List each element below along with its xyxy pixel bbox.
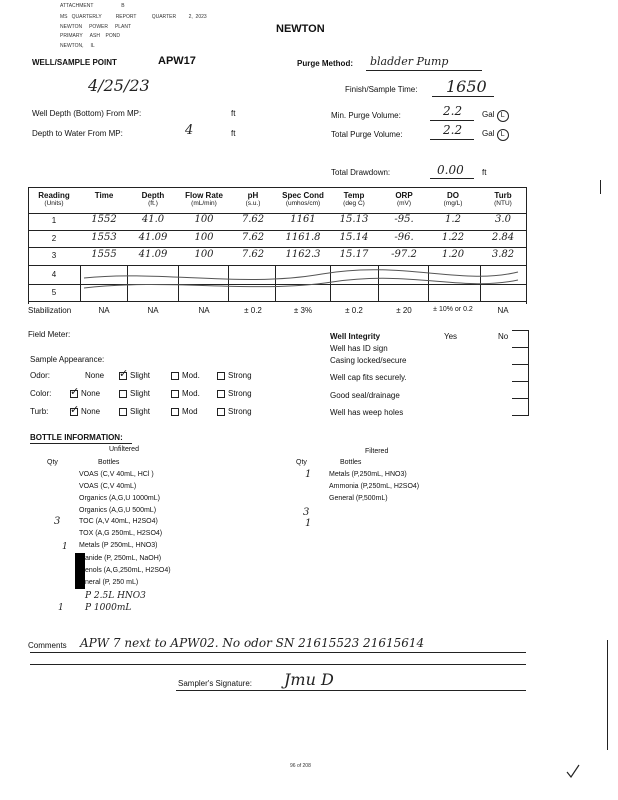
purge-method-label: Purge Method: [297,59,353,68]
color-strong-label: Strong [228,389,252,398]
cell-turb: 3.82 [491,249,515,260]
stab-do: ± 10% or 0.2 [433,306,473,313]
turb-strong[interactable] [217,407,252,416]
odor-strong-label: Strong [228,371,252,380]
depth-water-unit: ft [231,129,236,138]
color-mod[interactable] [171,389,200,398]
turb-strong-label: Strong [228,407,252,416]
header-unit: (s.u.) [245,200,261,207]
odor-slight[interactable] [119,366,151,380]
cell-flow: 100 [194,232,214,243]
field-meter-label: Field Meter: [28,330,71,339]
table-row1-bottom [28,230,526,231]
min-purge-circled-unit: L [497,110,509,122]
stab-temp: ± 0.2 [345,306,363,315]
checkbox-icon [171,390,179,398]
filtered-bottles-header: Bottles [340,459,362,466]
well-id: APW17 [158,55,196,67]
bottle-name: neral (P, 250 mL) [85,579,139,586]
bottle-name: Metals (P,250mL, HNO3) [329,471,407,478]
checkbox-icon [217,408,225,416]
header-meta [60,3,260,53]
integrity-item: Well has weep holes [330,408,404,417]
checkbox-icon [171,408,179,416]
filtered-qty-header: Qty [296,459,307,466]
checked-box-icon [119,366,129,380]
table-header-reading [30,191,78,207]
finish-time-label: Finish/Sample Time: [345,85,418,94]
cell-depth: 41.0 [141,214,165,225]
color-slight-label: Slight [130,389,151,398]
bottle-qty: 1 [305,518,312,529]
signature-label: Sampler's Signature: [178,679,253,688]
cell-reading: 1 [51,216,57,225]
stabilization-row [0,306,618,318]
integrity-item: Good seal/drainage [330,391,400,400]
header-name: DO [447,191,459,200]
header-unit: (NTU) [494,200,512,207]
meta-attachment: ATTACHMENT B [60,3,125,9]
table-header-depth [128,191,178,207]
bottle-qty: 1 [58,603,64,613]
color-strong[interactable] [217,389,252,398]
cell-do: 1.20 [441,249,465,260]
table-header-flow [178,191,230,207]
bottle-qty: 3 [303,507,310,518]
cell-do: 1.2 [445,214,461,225]
cell-flow: 100 [194,249,214,260]
integrity-rule-v [528,330,529,415]
table-header-time [82,191,126,200]
turb-none-label: None [81,407,101,416]
odor-strong[interactable] [217,371,252,380]
integrity-item: Well cap fits securely. [330,373,407,382]
header-name: Depth [141,191,165,200]
header-name: Temp [343,191,365,200]
header-name: ORP [395,191,413,200]
stab-depth: NA [147,306,159,315]
sample-appearance-label: Sample Appearance: [30,355,105,364]
cell-reading: 3 [51,251,57,260]
integrity-yes: Yes [444,332,458,341]
cell-temp: 15.17 [339,249,369,260]
cell-orp: -96. [394,232,414,243]
redaction-bar [75,553,85,589]
cell-time: 1553 [91,232,117,243]
header-unit: (mg/L) [443,200,463,207]
checkbox-icon [217,372,225,380]
cell-spec-cond: 1162.3 [285,249,321,260]
well-label: WELL/SAMPLE POINT [32,58,117,67]
table-header-do [428,191,478,207]
table-row [0,234,618,248]
stab-turb: NA [497,306,509,315]
integrity-title: Well Integrity [330,332,381,341]
cell-ph: 7.62 [241,249,265,260]
header-name: pH [247,191,259,200]
comments-underline [30,652,526,653]
stab-label: Stabilization [28,306,72,315]
odor-mod[interactable] [171,371,200,380]
color-row [30,384,290,401]
site-title: NEWTON [276,23,325,35]
min-purge-underline [430,120,474,121]
turb-mod[interactable] [171,407,198,416]
bottle-qty: 1 [305,469,312,480]
table-row5-bottom [28,301,526,302]
meta-report: MS QUARTERLY REPORT QUARTER 2, 2023 [60,14,207,20]
checked-box-icon [70,402,80,416]
unfiltered-bottles-header: Bottles [98,459,120,466]
bottle-name-handwritten: P 1000mL [85,603,132,613]
depth-bottom-label: Well Depth (Bottom) From MP: [32,109,142,118]
bottle-name: Organics (A,G,U 500mL) [79,507,157,514]
color-label: Color: [30,389,52,398]
integrity-rule [512,347,529,348]
table-row [0,251,618,265]
bottle-name: Ammonia (P,250mL, H2SO4) [329,483,420,490]
integrity-no: No [498,332,509,341]
checked-box-icon [70,384,80,398]
total-purge-underline [430,139,474,140]
check-mark-icon [565,763,581,779]
checkbox-icon [217,390,225,398]
turb-none[interactable] [70,402,101,416]
header-name: Time [94,191,114,200]
color-none-label: None [81,389,101,398]
cell-temp: 15.13 [339,214,369,225]
drawdown-underline [430,178,474,179]
header-unit: (deg C) [343,200,365,207]
table-top-border [28,187,526,188]
header-name: Flow Rate [185,191,223,200]
integrity-rule [512,381,529,382]
table-header-spec-cond [274,191,332,207]
meta-plant: NEWTON POWER PLANT [60,24,132,30]
checkbox-icon [119,408,127,416]
depth-bottom-unit: ft [231,109,236,118]
bottle-name-handwritten: P 2.5L HNO3 [85,591,146,601]
total-purge-label: Total Purge Volume: [331,130,403,139]
header-unit: (mV) [396,200,412,207]
total-purge-circled-unit: L [497,129,509,141]
cell-time: 1552 [91,214,117,225]
finish-time-underline [432,96,494,97]
min-purge-value: 2.2 [443,104,463,118]
strike-through-scribble [82,266,522,300]
bottle-name: VOAS (C,V 40mL, HCl ) [79,471,154,478]
stab-flow: NA [198,306,210,315]
bottle-qty: 3 [54,516,61,527]
odor-mod-label: Mod. [182,371,200,380]
stab-spec-cond: ± 3% [293,306,313,315]
turb-mod-label: Mod [182,407,198,416]
sample-date: 4/25/23 [88,76,150,95]
unfiltered-label: Unfiltered [109,446,139,453]
bottle-name: TOX (A,G 250mL, H2SO4) [79,530,163,537]
table-col-sep [80,265,81,301]
integrity-rule [512,415,529,416]
meta-city: NEWTON, IL [60,43,95,49]
depth-water-label: Depth to Water From MP: [32,129,123,138]
right-margin-rule [607,640,608,750]
table-header-turb [480,191,526,207]
color-slight[interactable] [119,389,150,398]
header-unit: (umhos/cm) [285,200,321,207]
header-name: Reading [38,191,70,200]
min-purge-unit: Gal L [482,110,509,122]
bottle-name: Metals (P 250mL, HNO3) [79,542,158,549]
turb-slight[interactable] [119,407,150,416]
color-mod-label: Mod. [182,389,200,398]
header-name: Spec Cond [282,191,324,200]
turb-slight-label: Slight [130,407,151,416]
comments-label: Comments [28,641,67,650]
check-mark-icon: ✓ [70,384,80,398]
min-purge-label: Min. Purge Volume: [331,111,401,120]
odor-label: Odor: [30,371,51,380]
cell-turb: 3.0 [495,214,511,225]
header-unit: (Units) [44,200,64,207]
checkbox-icon [171,372,179,380]
drawdown-unit: ft [482,168,487,177]
cell-ph: 7.62 [241,214,265,225]
signature: Jmu D [284,670,334,689]
table-header-ph [230,191,276,207]
check-mark-icon: ✓ [70,402,80,416]
turb-row [30,402,290,419]
meta-pond: PRIMARY ASH POND [60,33,120,39]
cell-turb: 2.84 [491,232,515,243]
filtered-label: Filtered [365,448,389,455]
bottle-name: anide (P, 250mL, NaOH) [85,555,162,562]
cell-depth: 41.09 [138,249,168,260]
stab-orp: ± 20 [396,306,412,315]
total-purge-value: 2.2 [443,123,463,137]
cell-reading-5: 5 [51,288,57,297]
cell-orp: -97.2 [391,249,417,260]
bottle-name: enols (A,G,250mL, H2SO4) [85,567,171,574]
total-purge-unit: Gal L [482,129,509,141]
signature-underline [176,690,526,691]
right-margin-tick [600,180,601,194]
cell-flow: 100 [194,214,214,225]
bottle-name: VOAS (C,V 40mL) [79,483,137,490]
purge-method-value: bladder Pump [370,55,449,68]
bottle-title-underline [30,443,132,444]
bottle-name: Organics (A,G,U 1000mL) [79,495,160,502]
checkbox-icon [119,390,127,398]
bottle-name: TOC (A,V 40mL, H2SO4) [79,518,158,525]
check-mark-icon: ✓ [119,366,129,380]
drawdown-value: 0.00 [437,163,464,177]
stab-ph: ± 0.2 [244,306,262,315]
finish-time-value: 1650 [446,77,487,96]
integrity-item: Casing locked/secure [330,356,407,365]
comments-underline-2 [30,664,526,665]
purge-method-underline [366,70,482,71]
bottle-name: General (P,500mL) [329,495,388,502]
integrity-rule [512,398,529,399]
cell-temp: 15.14 [339,232,369,243]
cell-do: 1.22 [441,232,465,243]
odor-row [30,366,290,383]
turb-label: Turb: [30,407,49,416]
odor-none[interactable]: None [85,371,105,380]
unfiltered-qty-header: Qty [47,459,58,466]
depth-water-value: 4 [185,123,194,138]
integrity-rule [512,330,529,331]
bottle-title: BOTTLE INFORMATION: [30,433,123,442]
cell-ph: 7.62 [241,232,265,243]
cell-depth: 41.09 [138,232,168,243]
cell-time: 1555 [91,249,117,260]
stab-time: NA [98,306,110,315]
cell-spec-cond: 1161.8 [285,232,321,243]
table-header-temp [330,191,378,207]
drawdown-label: Total Drawdown: [331,168,391,177]
header-unit: (mL/min) [191,200,217,207]
table-header-orp [380,191,428,207]
odor-slight-label: Slight [130,371,151,380]
cell-reading: 2 [51,234,57,243]
integrity-item: Well has ID sign [330,344,388,353]
cell-orp: -95. [394,214,414,225]
bottle-qty: 1 [62,542,68,552]
color-none[interactable] [70,384,101,398]
cell-spec-cond: 1161 [290,214,316,225]
header-name: Turb [494,191,512,200]
table-row [0,216,618,230]
cell-reading-4: 4 [51,270,57,279]
header-unit: (ft.) [148,200,158,207]
page-number: 96 of 208 [290,763,311,769]
integrity-rule [512,364,529,365]
comments-text: APW 7 next to APW02. No odor SN 21615523 21615614 [80,636,425,650]
